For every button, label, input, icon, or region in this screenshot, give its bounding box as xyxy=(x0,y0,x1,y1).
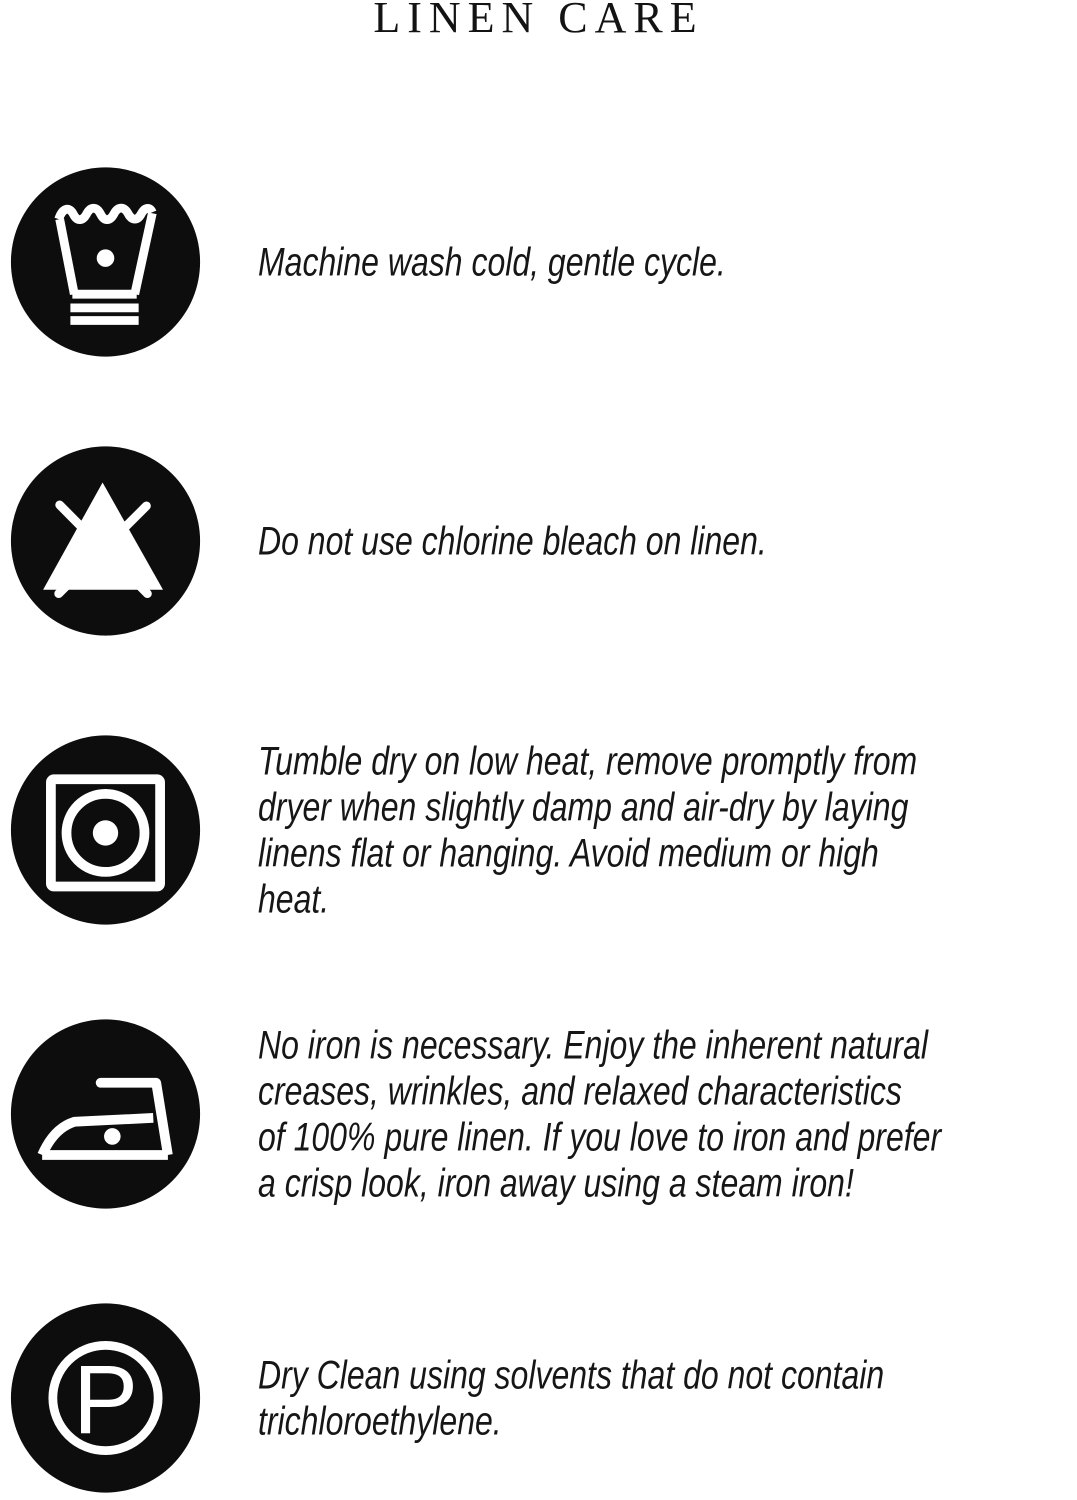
care-instruction-text xyxy=(258,738,917,922)
care-instruction-line: heat. xyxy=(258,877,330,921)
care-instruction-text xyxy=(258,1022,941,1206)
care-instruction-line: trichloroethylene. xyxy=(258,1399,502,1443)
care-instruction-text xyxy=(258,518,767,564)
care-instruction-line: Tumble dry on low heat, remove promptly from xyxy=(258,739,918,783)
tumble-dry-low-icon xyxy=(8,733,203,928)
dry-clean-letter: P xyxy=(72,1345,139,1455)
iron-low-icon xyxy=(8,1017,203,1212)
care-instruction-text xyxy=(258,1352,884,1444)
care-instruction-line: Do not use chlorine bleach on linen. xyxy=(258,519,767,563)
care-instruction-line: creases, wrinkles, and relaxed characteristics xyxy=(258,1069,902,1113)
care-instruction-text xyxy=(258,239,726,285)
care-instruction-line: linens flat or hanging. Avoid medium or high xyxy=(258,831,879,875)
do-not-bleach-icon xyxy=(8,444,203,639)
page-title: LINEN CARE xyxy=(373,0,704,42)
care-row-do-not-bleach xyxy=(8,444,894,639)
care-instruction-line: a crisp look, iron away using a steam iron! xyxy=(258,1161,854,1205)
care-row-machine-wash xyxy=(8,165,843,360)
care-instruction-line: dryer when slightly damp and air-dry by laying xyxy=(258,785,909,829)
care-row-iron xyxy=(8,1017,1077,1212)
care-instruction-line: Dry Clean using solvents that do not contain xyxy=(258,1353,885,1397)
care-instruction-line: of 100% pure linen. If you love to iron and prefer xyxy=(258,1115,942,1159)
care-row-dry-clean xyxy=(8,1301,1041,1496)
machine-wash-icon xyxy=(8,165,203,360)
dry-clean-icon xyxy=(8,1301,203,1496)
care-instruction-line: No iron is necessary. Enjoy the inherent natural xyxy=(258,1023,928,1067)
care-instruction-line: Machine wash cold, gentle cycle. xyxy=(258,240,726,284)
care-row-tumble-dry xyxy=(8,733,1077,928)
